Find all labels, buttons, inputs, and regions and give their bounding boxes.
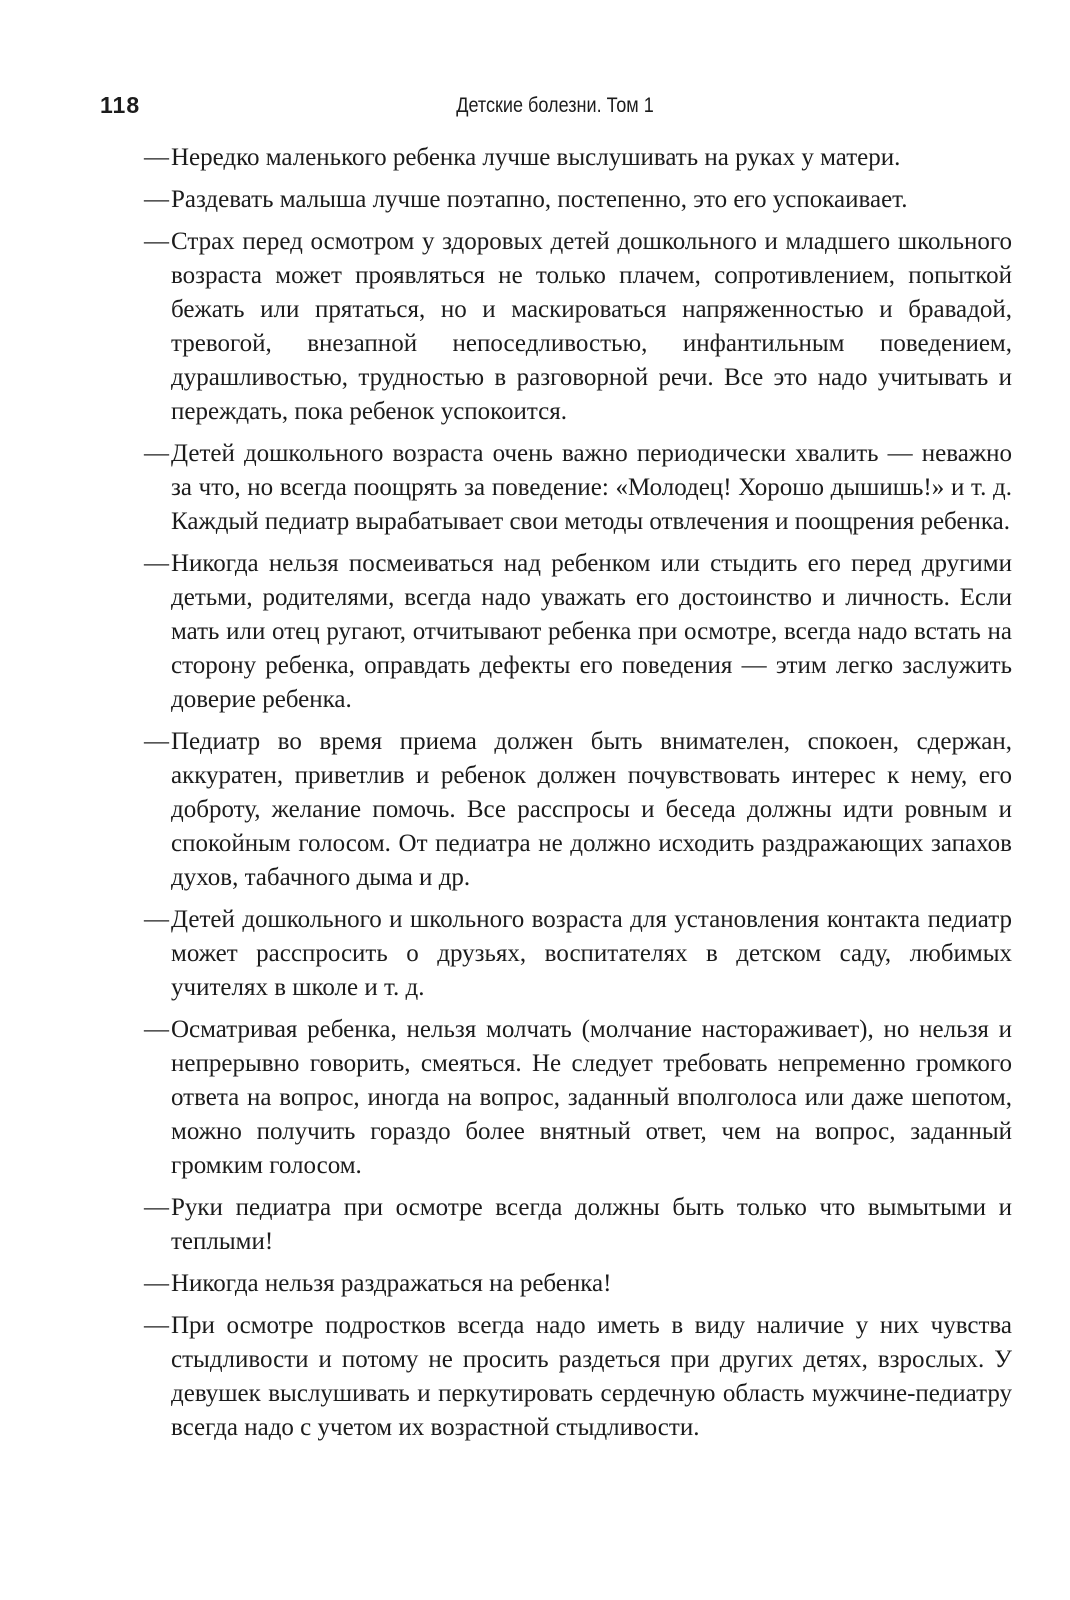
list-item xyxy=(144,903,1012,1005)
list-dash: — xyxy=(144,1270,169,1297)
list-dash: — xyxy=(144,228,169,255)
list-item xyxy=(144,1013,1012,1183)
list-dash: — xyxy=(144,1194,169,1221)
list-item-text: Детей дошкольного возраста очень важно периодически хвалить — неважно за что, но всегда поощрять за поведение: «Молодец! Хорошо дышишь!» и т. д. Каждый педиатр вырабатывает свои методы отвлечения и поощрения ребенка. xyxy=(171,440,1012,535)
list-item xyxy=(144,437,1012,539)
running-head xyxy=(100,92,1010,124)
list-item xyxy=(144,141,1012,175)
dash-list xyxy=(144,141,1012,1453)
list-item-text: Педиатр во время приема должен быть внимателен, спокоен, сдержан, аккуратен, приветлив и ребенок должен почувствовать интерес к нему, его доброту, желание помочь. Все расспросы и беседа должны идти ровным и спокойным голосом. От педиатра не должно исходить раздражающих запахов духов, табачного дыма и др. xyxy=(171,728,1012,891)
list-dash: — xyxy=(144,144,169,171)
list-item xyxy=(144,183,1012,217)
list-item-text: Нередко маленького ребенка лучше выслушивать на руках у матери. xyxy=(171,144,901,171)
list-item xyxy=(144,1309,1012,1445)
list-item xyxy=(144,225,1012,429)
list-dash: — xyxy=(144,550,169,577)
running-title: Детские болезни. Том 1 xyxy=(456,94,654,117)
list-dash: — xyxy=(144,440,169,467)
list-dash: — xyxy=(144,1312,169,1339)
list-item xyxy=(144,725,1012,895)
list-item xyxy=(144,1191,1012,1259)
list-dash: — xyxy=(144,906,169,933)
list-item-text: Никогда нельзя раздражаться на ребенка! xyxy=(171,1270,612,1297)
list-item-text: Никогда нельзя посмеиваться над ребенком или стыдить его перед другими детьми, родителями, всегда надо уважать его достоинство и личность. Если мать или отец ругают, отчитывают ребенка при осмотре, всегда надо встать на сторону ребенка, оправдать дефекты его поведения — этим легко заслужить доверие ребенка. xyxy=(171,550,1012,713)
list-item-text: Осматривая ребенка, нельзя молчать (молчание настораживает), но нельзя и непрерывно говорить, смеяться. Не следует требовать непременно громкого ответа на вопрос, иногда на вопрос, заданный вполголоса или даже шепотом, можно получить гораздо более внятный ответ, чем на вопрос, заданный громким голосом. xyxy=(171,1016,1012,1179)
list-item-text: Раздевать малыша лучше поэтапно, постепенно, это его успокаивает. xyxy=(171,186,908,213)
list-dash: — xyxy=(144,186,169,213)
list-item-text: Детей дошкольного и школьного возраста для установления контакта педиатр может расспросить о друзьях, воспитателях в детском саду, любимых учителях в школе и т. д. xyxy=(171,906,1012,1001)
list-dash: — xyxy=(144,728,169,755)
list-item-text: Руки педиатра при осмотре всегда должны быть только что вымытыми и теплыми! xyxy=(171,1194,1012,1255)
list-dash: — xyxy=(144,1016,169,1043)
page-number: 118 xyxy=(100,92,141,118)
list-item-text: Страх перед осмотром у здоровых детей дошкольного и младшего школьного возраста может проявляться не только плачем, сопротивлением, попыткой бежать или прятаться, но и маскироваться напряженностью и бравадой, тревогой, внезапной непоседливостью, инфантильным поведением, дурашливостью, трудностью в разговорной речи. Все это надо учитывать и переждать, пока ребенок успокоится. xyxy=(171,228,1012,425)
list-item xyxy=(144,1267,1012,1301)
list-item-text: При осмотре подростков всегда надо иметь в виду наличие у них чувства стыдливости и потому не просить раздеться при других детях, взрослых. У девушек выслушивать и перкутировать сердечную область мужчине-педиатру всегда надо с учетом их возрастной стыдливости. xyxy=(171,1312,1012,1441)
list-item xyxy=(144,547,1012,717)
